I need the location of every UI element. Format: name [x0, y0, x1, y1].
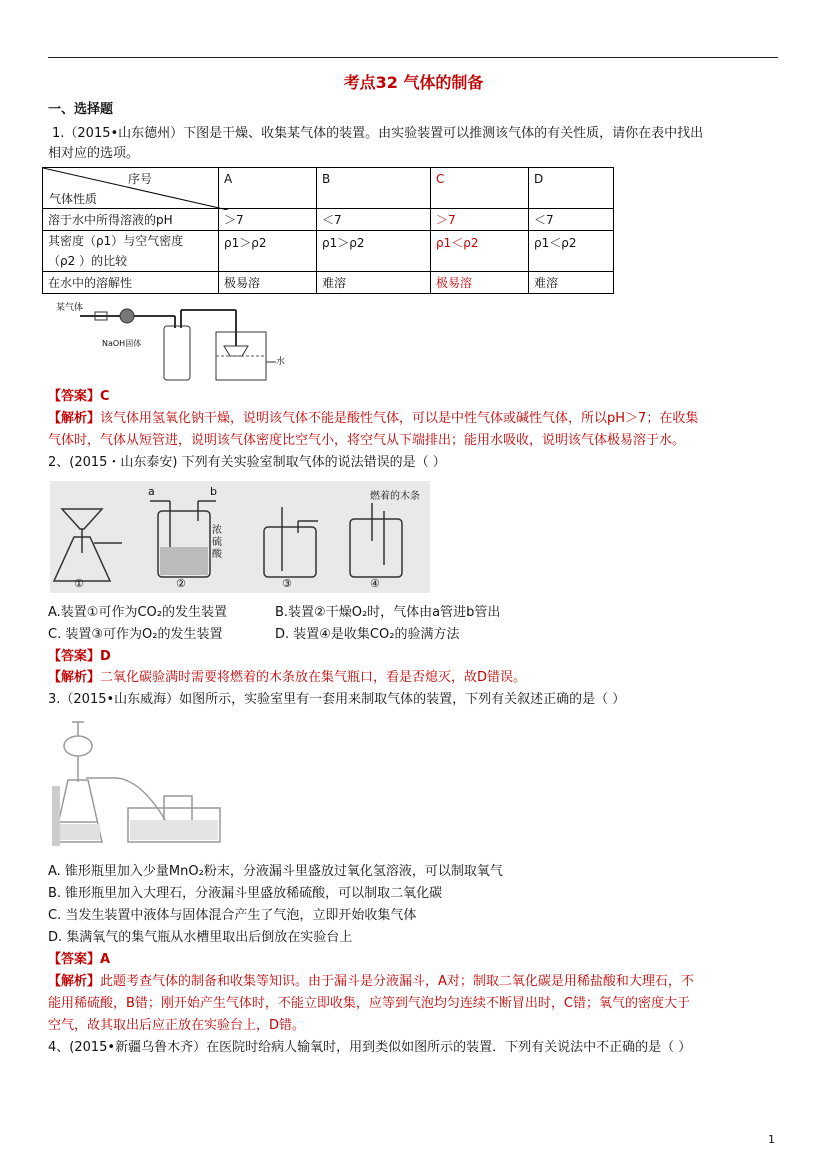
col-header-d: D [529, 168, 614, 209]
section-heading: 一、选择题 [48, 102, 114, 117]
col-header-b: B [317, 168, 431, 209]
row-label-line: 其密度（ρ1）与空气密度 [48, 234, 184, 248]
col-header-a: A [219, 168, 317, 209]
q3-option-a: A. 锥形瓶里加入少量MnO₂粉末，分液漏斗里盛放过氧化氢溶液，可以制取氧气 [48, 864, 503, 879]
q3-option-b: B. 锥形瓶里加入大理石，分液漏斗里盛放稀硫酸，可以制取二氧化碳 [48, 886, 443, 901]
naoh-label: NaOH固体 [102, 339, 142, 348]
table-corner-cell [43, 168, 219, 209]
corner-bottom-label: 气体性质 [49, 192, 98, 206]
q3-option-d: D. 集满氧气的集气瓶从水槽里取出后倒放在实验台上 [48, 930, 353, 945]
q2-analysis [48, 669, 526, 687]
cell: 难溶 [529, 272, 614, 294]
cell: 极易溶 [219, 272, 317, 294]
label-b: b [210, 485, 217, 498]
answer-tag: 【答案】 [48, 649, 101, 664]
q2-figure [50, 481, 430, 593]
answer-value: C [100, 389, 110, 404]
q1-analysis-line2: 气体时，气体从短管进，说明该气体密度比空气小，将空气从下端排出；能用水吸收，说明该气体极易溶于水。 [48, 433, 686, 448]
q3-apparatus-drawing [52, 716, 222, 854]
page-number: 1 [768, 1133, 775, 1146]
cell: 极易溶 [431, 272, 529, 294]
q1-analysis-line1 [48, 410, 698, 428]
gas-label: 某气体 [56, 303, 84, 313]
q1-stem-line2: 相对应的选项。 [48, 146, 140, 161]
q3-analysis-line1 [48, 973, 694, 991]
answer-value: D [100, 649, 111, 664]
analysis-tag: 【解析】 [48, 670, 101, 685]
cell: ρ1＞ρ2 [219, 231, 317, 272]
drying-apparatus-drawing [50, 300, 290, 384]
num-3: ③ [282, 577, 292, 590]
row-label-ph: 溶于水中所得溶液的pH [43, 209, 219, 231]
header-rule [48, 57, 778, 58]
table-row [43, 231, 614, 272]
q1-stem-line1: 1.（2015•山东德州）下图是干燥、收集某气体的装置。由实验装置可以推测该气体的有关性质，请你在表中找出 [52, 126, 704, 141]
page-title: 考点32 气体的制备 [343, 73, 484, 92]
analysis-tag: 【解析】 [48, 411, 101, 426]
analysis-text: 该气体用氢氧化钠干燥，说明该气体不能是酸性气体，可以是中性气体或碱性气体，所以pH＞7；在收集 [100, 411, 699, 426]
cell: 难溶 [317, 272, 431, 294]
row-label-line: （ρ2 ）的比较 [48, 254, 128, 268]
table-row [43, 209, 614, 231]
acid-label: 浓硫酸 [212, 525, 222, 560]
q2-option-b: B.装置②干燥O₂时，气体由a管进b管出 [275, 605, 501, 620]
q3-analysis-line2: 能用稀硫酸，B错；刚开始产生气体时，不能立即收集，应等到气泡均匀连续不断冒出时，C错；氧气的密度大于 [48, 996, 690, 1011]
label-a: a [148, 485, 155, 498]
answer-tag: 【答案】 [48, 389, 101, 404]
cell: ＞7 [219, 209, 317, 231]
num-2: ② [176, 577, 186, 590]
row-label-solubility: 在水中的溶解性 [43, 272, 219, 294]
q1-table [42, 167, 614, 294]
q1-apparatus-figure [50, 300, 290, 384]
cell: ＞7 [431, 209, 529, 231]
q2-answer [48, 648, 111, 666]
q3-figure [52, 716, 222, 854]
corner-top-label: 序号 [128, 172, 153, 186]
analysis-tag: 【解析】 [48, 974, 101, 989]
q2-stem: 2、(2015・山东泰安) 下列有关实验室制取气体的说法错误的是（ ） [48, 455, 446, 470]
table-row [43, 272, 614, 294]
col-header-c: C [431, 168, 529, 209]
cell: ρ1＞ρ2 [317, 231, 431, 272]
num-1: ① [74, 577, 84, 590]
stick-label: 燃着的木条 [370, 491, 420, 502]
answer-value: A [100, 952, 111, 967]
q3-answer [48, 951, 110, 969]
q2-option-a: A.装置①可作为CO₂的发生装置 [48, 605, 227, 620]
water-label: 水 [276, 357, 286, 367]
q4-stem: 4、(2015•新疆乌鲁木齐）在医院时给病人输氧时，用到类似如图所示的装置．下列有关说法中不正确的是（ ） [48, 1040, 692, 1055]
cell: ρ1＜ρ2 [431, 231, 529, 272]
q2-option-c: C. 装置③可作为O₂的发生装置 [48, 627, 223, 642]
num-4: ④ [370, 577, 380, 590]
analysis-text: 此题考查气体的制备和收集等知识。由于漏斗是分液漏斗，A对；制取二氧化碳是用稀盐酸和大理石，不 [100, 974, 694, 989]
q3-option-c: C. 当发生装置中液体与固体混合产生了气泡，立即开始收集气体 [48, 908, 417, 923]
q3-stem: 3.（2015•山东威海）如图所示，实验室里有一套用来制取气体的装置，下列有关叙述正确的是（ ） [48, 692, 626, 707]
cell: ρ1＜ρ2 [529, 231, 614, 272]
q2-option-d: D. 装置④是收集CO₂的验满方法 [275, 627, 460, 642]
cell: ＜7 [529, 209, 614, 231]
q1-answer [48, 388, 110, 406]
analysis-text: 二氧化碳验满时需要将燃着的木条放在集气瓶口，看是否熄灭，故D错误。 [100, 670, 527, 685]
q3-analysis-line3: 空气，故其取出后应正放在实验台上，D错。 [48, 1018, 306, 1033]
answer-tag: 【答案】 [48, 952, 101, 967]
row-label-density [43, 231, 219, 272]
cell: ＜7 [317, 209, 431, 231]
